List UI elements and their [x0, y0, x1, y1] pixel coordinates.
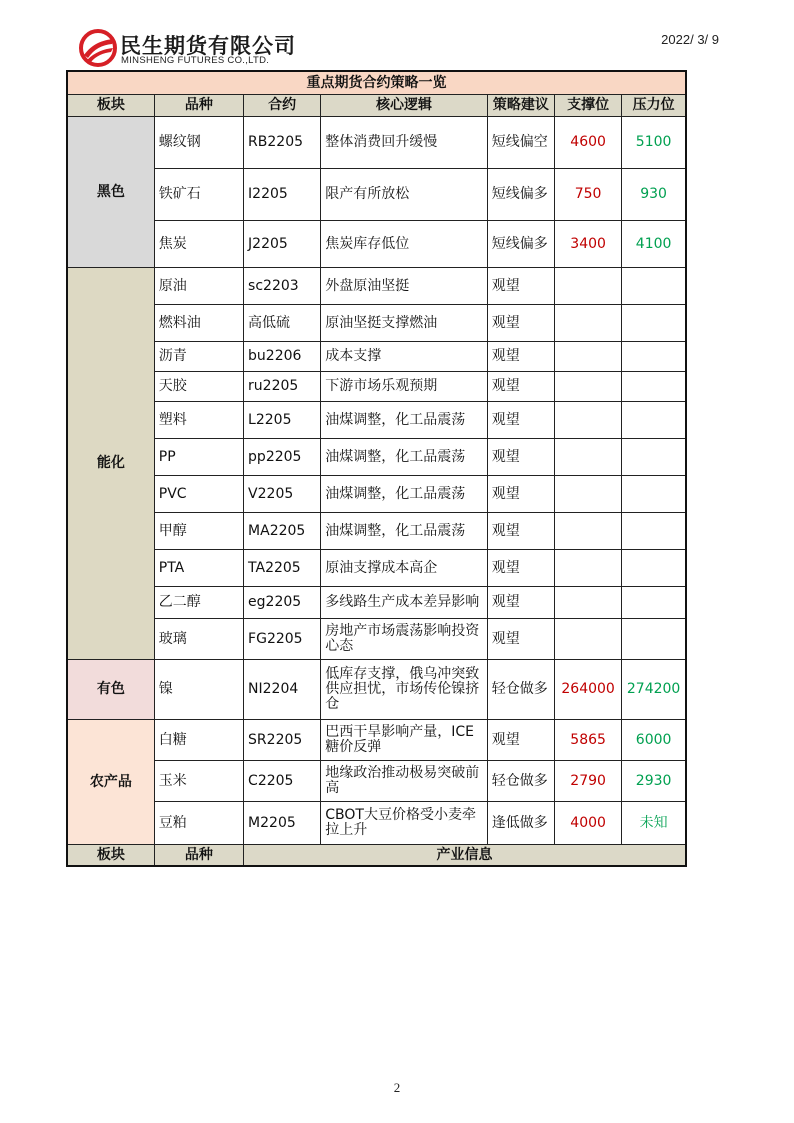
- column-header: 支撑位: [555, 95, 622, 117]
- resistance-cell: 274200: [622, 660, 686, 720]
- strategy-cell: 观望: [487, 402, 554, 439]
- logic-cell: 外盘原油坚挺: [321, 268, 488, 305]
- logic-cell: 油煤调整，化工品震荡: [321, 439, 488, 476]
- sector-cell: 农产品: [67, 720, 154, 845]
- support-cell: [555, 268, 622, 305]
- strategy-cell: 观望: [487, 550, 554, 587]
- support-cell: 750: [555, 169, 622, 221]
- support-cell: 2790: [555, 761, 622, 802]
- report-date: 2022/ 3/ 9: [661, 32, 719, 47]
- logic-cell: 下游市场乐观预期: [321, 372, 488, 402]
- table-row: [67, 439, 686, 476]
- sector-cell: 黑色: [67, 117, 154, 268]
- variety-cell: 铁矿石: [154, 169, 243, 221]
- logic-cell: 地缘政治推动极易突破前高: [321, 761, 488, 802]
- contract-cell: FG2205: [244, 619, 321, 660]
- footer-header: 产业信息: [244, 845, 686, 867]
- support-cell: 4600: [555, 117, 622, 169]
- contract-cell: ru2205: [244, 372, 321, 402]
- variety-cell: 原油: [154, 268, 243, 305]
- table-row: [67, 117, 686, 169]
- variety-cell: 燃料油: [154, 305, 243, 342]
- resistance-cell: [622, 619, 686, 660]
- resistance-cell: 6000: [622, 720, 686, 761]
- strategy-cell: 短线偏多: [487, 221, 554, 268]
- logic-cell: 成本支撑: [321, 342, 488, 372]
- table-row: [67, 513, 686, 550]
- strategy-cell: 观望: [487, 587, 554, 619]
- table-footer-row: [67, 845, 686, 867]
- contract-cell: NI2204: [244, 660, 321, 720]
- table-title: 重点期货合约策略一览: [67, 71, 686, 95]
- strategy-table-body: [67, 71, 686, 866]
- contract-cell: C2205: [244, 761, 321, 802]
- table-row: [67, 720, 686, 761]
- logic-cell: 低库存支撑，俄乌冲突致供应担忧，市场传伦镍挤仓: [321, 660, 488, 720]
- company-name-cn: 民生期货有限公司: [120, 34, 296, 58]
- strategy-cell: 观望: [487, 268, 554, 305]
- resistance-cell: [622, 268, 686, 305]
- logic-cell: 油煤调整，化工品震荡: [321, 513, 488, 550]
- resistance-cell: 4100: [622, 221, 686, 268]
- contract-cell: pp2205: [244, 439, 321, 476]
- table-row: [67, 587, 686, 619]
- strategy-cell: 观望: [487, 476, 554, 513]
- table-header-row: [67, 95, 686, 117]
- logic-cell: 房地产市场震荡影响投资心态: [321, 619, 488, 660]
- column-header: 核心逻辑: [321, 95, 488, 117]
- table-row: [67, 268, 686, 305]
- table-row: [67, 402, 686, 439]
- strategy-cell: 观望: [487, 720, 554, 761]
- support-cell: 5865: [555, 720, 622, 761]
- logic-cell: 油煤调整，化工品震荡: [321, 402, 488, 439]
- contract-cell: 高低硫: [244, 305, 321, 342]
- strategy-cell: 逢低做多: [487, 802, 554, 845]
- resistance-cell: [622, 402, 686, 439]
- contract-cell: bu2206: [244, 342, 321, 372]
- contract-cell: L2205: [244, 402, 321, 439]
- column-header: 合约: [244, 95, 321, 117]
- contract-cell: SR2205: [244, 720, 321, 761]
- support-cell: [555, 587, 622, 619]
- support-cell: [555, 402, 622, 439]
- support-cell: [555, 476, 622, 513]
- column-header: 压力位: [622, 95, 686, 117]
- strategy-cell: 短线偏空: [487, 117, 554, 169]
- resistance-cell: [622, 305, 686, 342]
- table-row: [67, 221, 686, 268]
- column-header: 品种: [154, 95, 243, 117]
- resistance-cell: [622, 587, 686, 619]
- variety-cell: 豆粕: [154, 802, 243, 845]
- table-row: [67, 619, 686, 660]
- logic-cell: 原油坚挺支撑燃油: [321, 305, 488, 342]
- support-cell: [555, 305, 622, 342]
- support-cell: [555, 550, 622, 587]
- support-cell: 264000: [555, 660, 622, 720]
- minsheng-logo-icon: [78, 28, 118, 68]
- company-name-en: MINSHENG FUTURES CO.,LTD.: [121, 55, 270, 66]
- strategy-table: [66, 70, 687, 867]
- contract-cell: V2205: [244, 476, 321, 513]
- strategy-cell: 短线偏多: [487, 169, 554, 221]
- resistance-cell: 2930: [622, 761, 686, 802]
- resistance-cell: [622, 372, 686, 402]
- table-row: [67, 342, 686, 372]
- variety-cell: PVC: [154, 476, 243, 513]
- sector-cell: 有色: [67, 660, 154, 720]
- contract-cell: RB2205: [244, 117, 321, 169]
- resistance-cell: 5100: [622, 117, 686, 169]
- footer-header: 品种: [154, 845, 243, 867]
- variety-cell: 白糖: [154, 720, 243, 761]
- variety-cell: PP: [154, 439, 243, 476]
- logic-cell: 巴西干旱影响产量，ICE糖价反弹: [321, 720, 488, 761]
- variety-cell: 螺纹钢: [154, 117, 243, 169]
- variety-cell: 镍: [154, 660, 243, 720]
- sector-cell: 能化: [67, 268, 154, 660]
- page-number: 2: [393, 1080, 401, 1095]
- strategy-cell: 轻仓做多: [487, 660, 554, 720]
- table-row: [67, 802, 686, 845]
- variety-cell: 焦炭: [154, 221, 243, 268]
- logic-cell: 多线路生产成本差异影响: [321, 587, 488, 619]
- contract-cell: MA2205: [244, 513, 321, 550]
- support-cell: [555, 342, 622, 372]
- strategy-cell: 轻仓做多: [487, 761, 554, 802]
- contract-cell: sc2203: [244, 268, 321, 305]
- table-row: [67, 550, 686, 587]
- resistance-cell: 930: [622, 169, 686, 221]
- support-cell: [555, 372, 622, 402]
- contract-cell: TA2205: [244, 550, 321, 587]
- support-cell: [555, 513, 622, 550]
- table-row: [67, 761, 686, 802]
- variety-cell: PTA: [154, 550, 243, 587]
- strategy-cell: 观望: [487, 372, 554, 402]
- variety-cell: 甲醇: [154, 513, 243, 550]
- table-row: [67, 660, 686, 720]
- strategy-cell: 观望: [487, 513, 554, 550]
- contract-cell: eg2205: [244, 587, 321, 619]
- resistance-cell: [622, 513, 686, 550]
- table-row: [67, 169, 686, 221]
- resistance-cell: [622, 476, 686, 513]
- table-row: [67, 372, 686, 402]
- contract-cell: M2205: [244, 802, 321, 845]
- variety-cell: 乙二醇: [154, 587, 243, 619]
- logic-cell: 限产有所放松: [321, 169, 488, 221]
- contract-cell: J2205: [244, 221, 321, 268]
- resistance-cell: [622, 439, 686, 476]
- resistance-cell: [622, 550, 686, 587]
- support-cell: 4000: [555, 802, 622, 845]
- strategy-cell: 观望: [487, 619, 554, 660]
- page-header: [78, 28, 723, 68]
- column-header: 策略建议: [487, 95, 554, 117]
- strategy-cell: 观望: [487, 439, 554, 476]
- variety-cell: 沥青: [154, 342, 243, 372]
- contract-cell: I2205: [244, 169, 321, 221]
- variety-cell: 玻璃: [154, 619, 243, 660]
- strategy-cell: 观望: [487, 342, 554, 372]
- variety-cell: 塑料: [154, 402, 243, 439]
- column-header: 板块: [67, 95, 154, 117]
- table-row: [67, 476, 686, 513]
- support-cell: 3400: [555, 221, 622, 268]
- variety-cell: 天胶: [154, 372, 243, 402]
- table-row: [67, 305, 686, 342]
- logic-cell: 整体消费回升缓慢: [321, 117, 488, 169]
- resistance-cell: [622, 342, 686, 372]
- logic-cell: 油煤调整，化工品震荡: [321, 476, 488, 513]
- support-cell: [555, 439, 622, 476]
- footer-header: 板块: [67, 845, 154, 867]
- support-cell: [555, 619, 622, 660]
- logic-cell: 原油支撑成本高企: [321, 550, 488, 587]
- variety-cell: 玉米: [154, 761, 243, 802]
- strategy-cell: 观望: [487, 305, 554, 342]
- logic-cell: 焦炭库存低位: [321, 221, 488, 268]
- resistance-cell: 未知: [622, 802, 686, 845]
- logic-cell: CBOT大豆价格受小麦牵拉上升: [321, 802, 488, 845]
